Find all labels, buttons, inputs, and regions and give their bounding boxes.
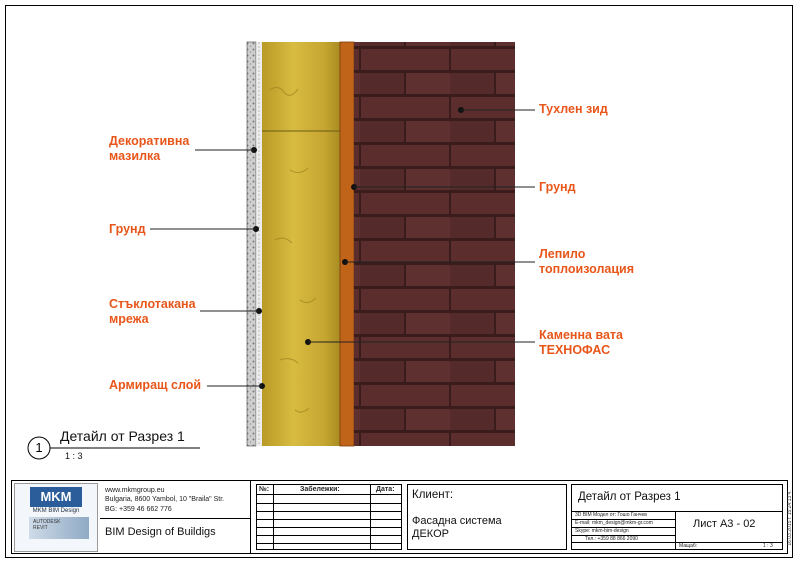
project-line-1: Фасадна система (412, 515, 502, 527)
detail-scale: 1 : 3 (65, 451, 83, 461)
notes-header-notes: Забележки: (300, 486, 340, 493)
adhesive-layer (340, 42, 354, 446)
notes-header-no: №: (259, 486, 270, 493)
callout-glass-mesh: Стъклотакана мрежа (109, 297, 196, 326)
callout-primer-left: Грунд (109, 222, 146, 236)
phone-line: Тел.: +359 88 866 2090 (585, 536, 638, 542)
email-line: E-mail: mkm_design@mkm-gr.com (575, 520, 653, 526)
callout-brick-wall: Тухлен зид (539, 102, 608, 116)
brick-wall (354, 42, 515, 446)
callout-adhesive: Лепило топлоизолация (539, 247, 635, 276)
detail-title: Детайл от Разрез 1 (60, 428, 185, 444)
revit-badge: AUTODESK REVIT (29, 517, 89, 539)
detail-number: 1 (35, 440, 43, 455)
print-timestamp: 16.03.2015 г. 15:24:13 ч. (787, 490, 793, 546)
company-address: Bulgaria, 8600 Yambol, 10 "Braila" Str. (105, 496, 225, 503)
drawing-title: Детайл от Разрез 1 (578, 491, 681, 503)
callout-reinforcing-layer: Армиращ слой (109, 378, 202, 392)
callout-primer-right: Грунд (539, 180, 576, 194)
author-line: 3D BIM Модел от: Гошо Ганчев (575, 512, 647, 518)
scale-label: Мащаб: (679, 543, 698, 549)
plaster-layer (247, 42, 256, 446)
company-name: BIM Design of Buildigs (105, 526, 216, 538)
skype-line: Skype: mkm-bim-design (575, 528, 629, 534)
scale-value: 1 : 3 (763, 543, 773, 549)
sheet-number: Лист А3 - 02 (693, 518, 756, 530)
logo-cell (14, 483, 98, 552)
logo-subtitle: MKM BIM Design (32, 508, 80, 514)
callout-decorative-plaster: Декоративна мазилка (109, 134, 190, 163)
insulation-layer (262, 42, 340, 446)
company-phone: BG: +359 46 662 776 (105, 506, 172, 513)
notes-header-date: Дата: (376, 486, 395, 493)
company-website: www.mkmgroup.eu (105, 487, 165, 494)
project-line-2: ДЕКОР (412, 528, 449, 540)
callout-stone-wool: Каменна вата ТЕХНОФАС (539, 328, 624, 357)
client-label: Клиент: (412, 489, 454, 501)
company-logo: MKM (30, 487, 82, 507)
